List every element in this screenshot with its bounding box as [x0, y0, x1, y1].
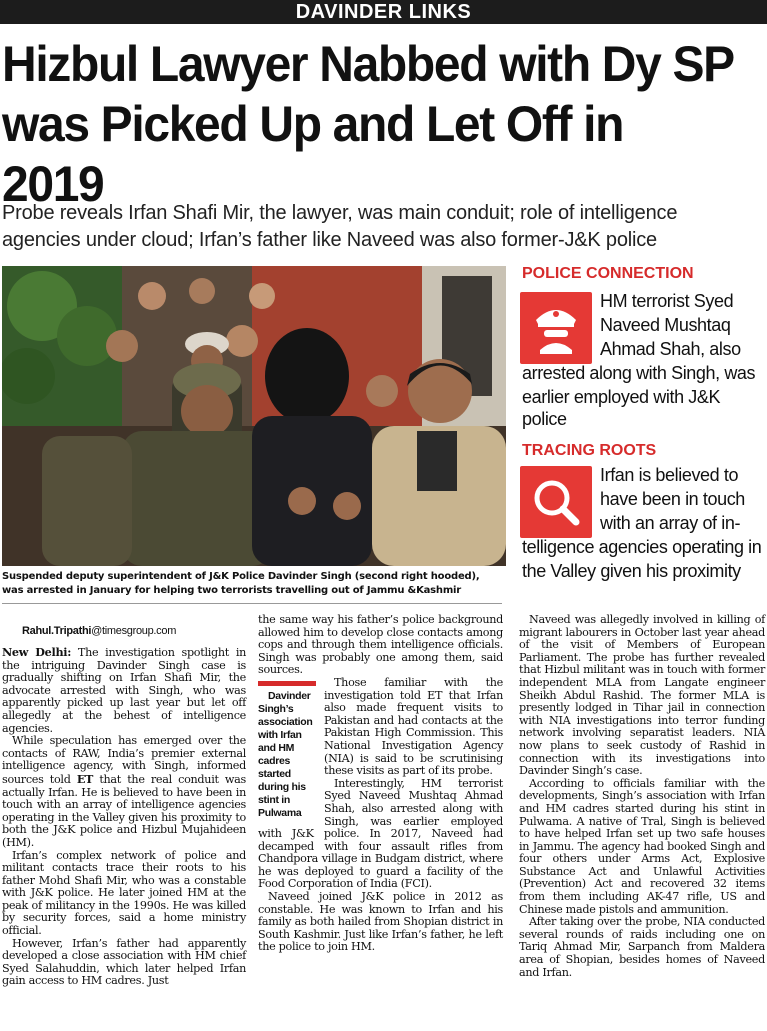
- police-text-line-1: HM terrorist Syed: [600, 291, 734, 311]
- deck-line-1: Probe reveals Irfan Shafi Mir, the lawyer, was main conduit; role of intelligence: [2, 202, 678, 224]
- article-column-2: [258, 614, 503, 954]
- paragraph: [2, 646, 246, 735]
- police-text-line-3: Ahmad Shah, also: [600, 339, 741, 359]
- byline-name: Rahul.Tripathi: [22, 625, 92, 637]
- paragraph: However, Irfan’s father had apparently developed a close association with HM chief Syed Salahuddin, which later helped Irfan gain access to HM cadres. Just: [2, 936, 246, 988]
- paragraph: [258, 675, 503, 819]
- paragraph-text: that the real conduit was actually Irfan. He is believed to have been in touch with an array of intelligence agencies operating in the Valley given his proximity to both the J&K police and Hizbul Mujahideen (HM).: [2, 772, 246, 849]
- paragraph-text: While speculation has emerged over the contacts of RAW, India’s premier external intelligence agency, with Singh, informed sources told: [2, 734, 246, 786]
- roots-text-line-5: the Valley given his proximity: [522, 561, 741, 581]
- headline-line-1: Hizbul Lawyer Nabbed with Dy SP: [2, 36, 734, 92]
- headline: [2, 34, 735, 214]
- byline: [22, 624, 246, 638]
- dateline: New Delhi:: [2, 645, 72, 659]
- roots-text-line-3: with an array of in-: [600, 513, 741, 533]
- news-photo: [2, 266, 506, 566]
- police-text-line-4: arrested along with Singh, was: [522, 363, 756, 383]
- paragraph-text: Those familiar with the investigation told ET that Irfan also made frequent visits to Pakistan and had contacts at the Pakistan High Commission. This National Investigation Agency (NIA) is said to be scrutinising these visits as part of its probe.: [324, 675, 503, 778]
- police-connection-text: [522, 290, 765, 430]
- deck-line-2: agencies under cloud; Irfan’s father like Naveed was also former-J&K police: [2, 229, 657, 251]
- byline-domain: @timesgroup.com: [91, 625, 177, 637]
- headline-line-2: was Picked Up and Let Off in 2019: [2, 96, 624, 212]
- roots-text-line-2: have been in touch: [600, 489, 745, 509]
- pull-quote: Davinder Singh’s association with Irfan and HM cadres started during his stint in Pulwama: [258, 681, 316, 820]
- paragraph: Naveed joined J&K police in 2012 as constable. He was known to Irfan and his family as both hailed from Shopian district in South Kashmir. Just like Irfan’s father, he left the police to join HM.: [258, 890, 503, 954]
- police-text-line-5: earlier employed with J&K police: [522, 387, 721, 429]
- tracing-roots-heading: TRACING ROOTS: [522, 442, 657, 459]
- roots-text-line-1: Irfan is believed to: [600, 465, 739, 485]
- caption-line-1: Suspended deputy superintendent of J&K Police Davinder Singh (second right hooded),: [2, 571, 480, 582]
- paragraph: After taking over the probe, NIA conducted several rounds of raids including one on Tariq Ahmad Mir, Sarpanch from Maldera area of Shopian, besides homes of Naveed and Irfan.: [519, 915, 765, 979]
- paragraph: the same way his father’s police background allowed him to develop close contacts among cops and through them intelligence officials. Singh was probably one among them, said sources.: [258, 613, 503, 677]
- police-text-line-2: Naveed Mushtaq: [600, 315, 731, 335]
- paragraph-emphasis: ET: [76, 771, 94, 786]
- photo-caption: [2, 570, 506, 598]
- deck: [2, 200, 766, 254]
- paragraph: Naveed was allegedly involved in killing of migrant labourers in October last year ahead of the visit of Members of European Parliament. The probe has further revealed that Hizbul militant was in touch with former independent MLA from Langate engineer Sheikh Abdul Rashid. The former MLA is presently lodged in Tihar jail in connection with NIA investigations into terror funding network involving separatist leaders. NIA now plans to seek custody of Rashid in connection with its investigations into Davinder Singh’s case.: [519, 613, 765, 778]
- paragraph: [2, 735, 246, 849]
- paragraph-text: The investigation spotlight in the intriguing Davinder Singh case is gradually shifting on Irfan Shafi Mir, the advocate arrested with Singh, who was apparently picked up last year but let off allegedly at the behest of intelligence agencies.: [2, 646, 246, 735]
- roots-text-line-4: telligence agencies operating in: [522, 537, 762, 557]
- paragraph: According to officials familiar with the developments, Singh’s association with Irfan and HM cadres started during his stint in Pulwama. A native of Tral, Singh is believed to have helped Irfan set up two safe houses in Jammu. The agency had booked Singh and four others under Arms Act, Explosive Substance Act and Unlawful Activities (Prevention) Act and recovered 32 items from them including AK-47 rifle, US and Chinese made pistols and ammunition.: [519, 776, 765, 916]
- caption-line-2: was arrested in January for helping two terrorists travelling out of Jammu &Kashmir: [2, 585, 462, 596]
- paragraph: Interestingly, HM terrorist Syed Naveed Mushtaq Ahmad Shah, also arrested along with Singh, was earlier employed with J&K police. In 2017, Naveed had decamped with four assault rifles from Chandpora village in Budgam district, where he was deployed to guard a facility of the Food Corporation of India (FCI).: [258, 776, 503, 891]
- section-banner: DAVINDER LINKS: [0, 0, 767, 24]
- article-column-3: [519, 614, 765, 979]
- tracing-roots-text: [522, 464, 765, 582]
- caption-divider: [2, 603, 502, 604]
- arrest-photo-illustration: [2, 266, 506, 566]
- paragraph: Irfan’s complex network of police and militant contacts trace their roots to his father Mohd Shafi Mir, who was a constable with J&K police. He later joined HM at the peak of militancy in the 1990s. He was killed by security forces, said a home ministry official.: [2, 848, 246, 938]
- article-column-1: [2, 614, 246, 988]
- police-connection-heading: POLICE CONNECTION: [522, 265, 694, 282]
